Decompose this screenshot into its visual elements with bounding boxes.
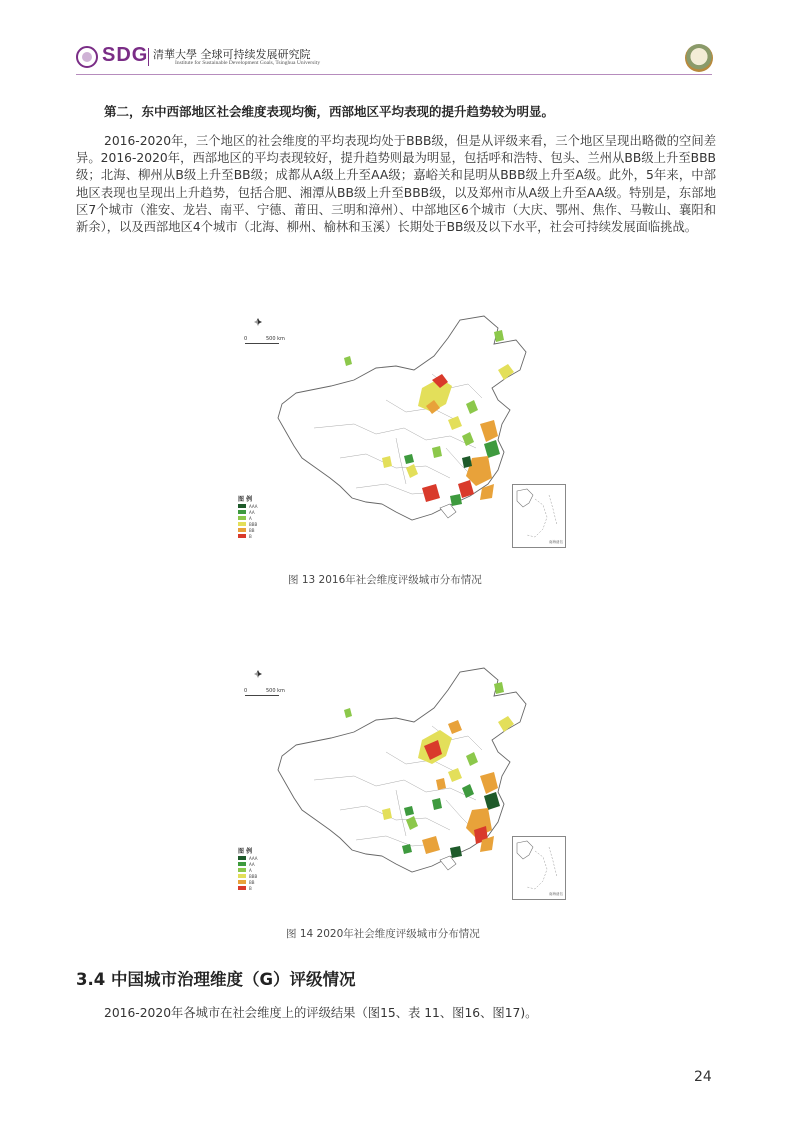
figure-13-caption: 图 13 2016年社会维度评级城市分布情况	[288, 574, 482, 586]
inset-label: 南海诸岛	[549, 892, 563, 896]
legend-title: 图 例	[238, 848, 253, 855]
legend-item-aa: AA	[238, 509, 278, 515]
legend-item-bb: BB	[238, 879, 278, 885]
inset-label: 南海诸岛	[549, 540, 563, 544]
legend-swatch	[238, 522, 246, 527]
compass-icon	[254, 318, 262, 326]
legend-item-a: A	[238, 515, 278, 521]
legend-item-a: A	[238, 867, 278, 873]
legend-swatch	[238, 862, 246, 867]
legend-item-aa: AA	[238, 861, 278, 867]
legend-item-aaa: AAA	[238, 855, 278, 861]
scale-distance-label: 500 km	[266, 688, 285, 694]
institute-name-cn: 清華大學 全球可持续发展研究院	[153, 48, 311, 61]
scale-zero-label: 0	[244, 336, 248, 342]
legend-item-bb: BB	[238, 527, 278, 533]
body-paragraph: 2016-2020年，三个地区的社会维度的平均表现均处于BBB级，但是从评级来看，三个地区呈现出略微的空间差异。2016-2020年，西部地区的平均表现较好，提升趋势则最为明显，包括呼和浩特、包头、兰州从BB级上升至BBB级；北海、柳州从B级上升至BB级；成都从A级上升至AA级；嘉峪关和昆明从BBB级上升至A级。此外，5年来，中部地区表现也呈现出上升趋势，包括合肥、湘潭从BB级上升至BBB级，以及郑州市从A级上升至AA级。特别是，东部地区7个城市（淮安、龙岩、南平、宁德、莆田、三明和漳州）、中部地区6个城市（大庆、鄂州、焦作、马鞍山、襄阳和新余），以及西部地区4个城市（北海、柳州、榆林和玉溪）长期处于BB级及以下水平，社会可持续发展面临挑战。	[76, 134, 716, 235]
inset-map	[513, 485, 565, 547]
report-badge-icon	[685, 44, 713, 72]
logo-divider	[148, 48, 149, 66]
south-china-sea-inset	[512, 836, 566, 900]
inset-map	[513, 837, 565, 899]
south-china-sea-inset	[512, 484, 566, 548]
legend-swatch	[238, 886, 246, 891]
scale-distance-label: 500 km	[266, 336, 285, 342]
figure-14-caption: 图 14 2020年社会维度评级城市分布情况	[286, 928, 480, 940]
scale-bar	[245, 695, 279, 696]
legend-item-b: B	[238, 885, 278, 891]
sdg-logo: SDG	[102, 44, 149, 66]
page-header	[0, 0, 789, 76]
compass-icon	[254, 670, 262, 678]
lead-sentence: 第二，东中西部地区社会维度表现均衡，西部地区平均表现的提升趋势较为明显。	[104, 104, 555, 119]
legend-swatch	[238, 510, 246, 515]
legend-swatch	[238, 516, 246, 521]
legend-swatch	[238, 504, 246, 509]
legend-swatch	[238, 868, 246, 873]
institute-name-en: Institute for Sustainable Development Goals, Tsinghua University	[175, 60, 321, 66]
header-rule	[76, 74, 712, 75]
legend-item-bbb: BBB	[238, 873, 278, 879]
legend-swatch	[238, 880, 246, 885]
legend-swatch	[238, 528, 246, 533]
legend-swatch	[238, 856, 246, 861]
tsinghua-logo-icon	[76, 46, 98, 68]
section-text: 2016-2020年各城市在社会维度上的评级结果（图15、表 11、图16、图17)。	[104, 1006, 538, 1020]
scale-zero-label: 0	[244, 688, 248, 694]
map-figure-2020	[236, 660, 566, 910]
map-legend-2020	[238, 846, 278, 891]
map-legend-2016	[238, 494, 278, 539]
page-number: 24	[694, 1069, 712, 1085]
legend-item-aaa: AAA	[238, 503, 278, 509]
section-title: 3.4 中国城市治理维度（G）评级情况	[76, 970, 356, 989]
legend-swatch	[238, 874, 246, 879]
legend-item-bbb: BBB	[238, 521, 278, 527]
legend-swatch	[238, 534, 246, 539]
scale-bar	[245, 343, 279, 344]
legend-item-b: B	[238, 533, 278, 539]
map-figure-2016	[236, 308, 566, 558]
legend-title: 图 例	[238, 496, 253, 503]
